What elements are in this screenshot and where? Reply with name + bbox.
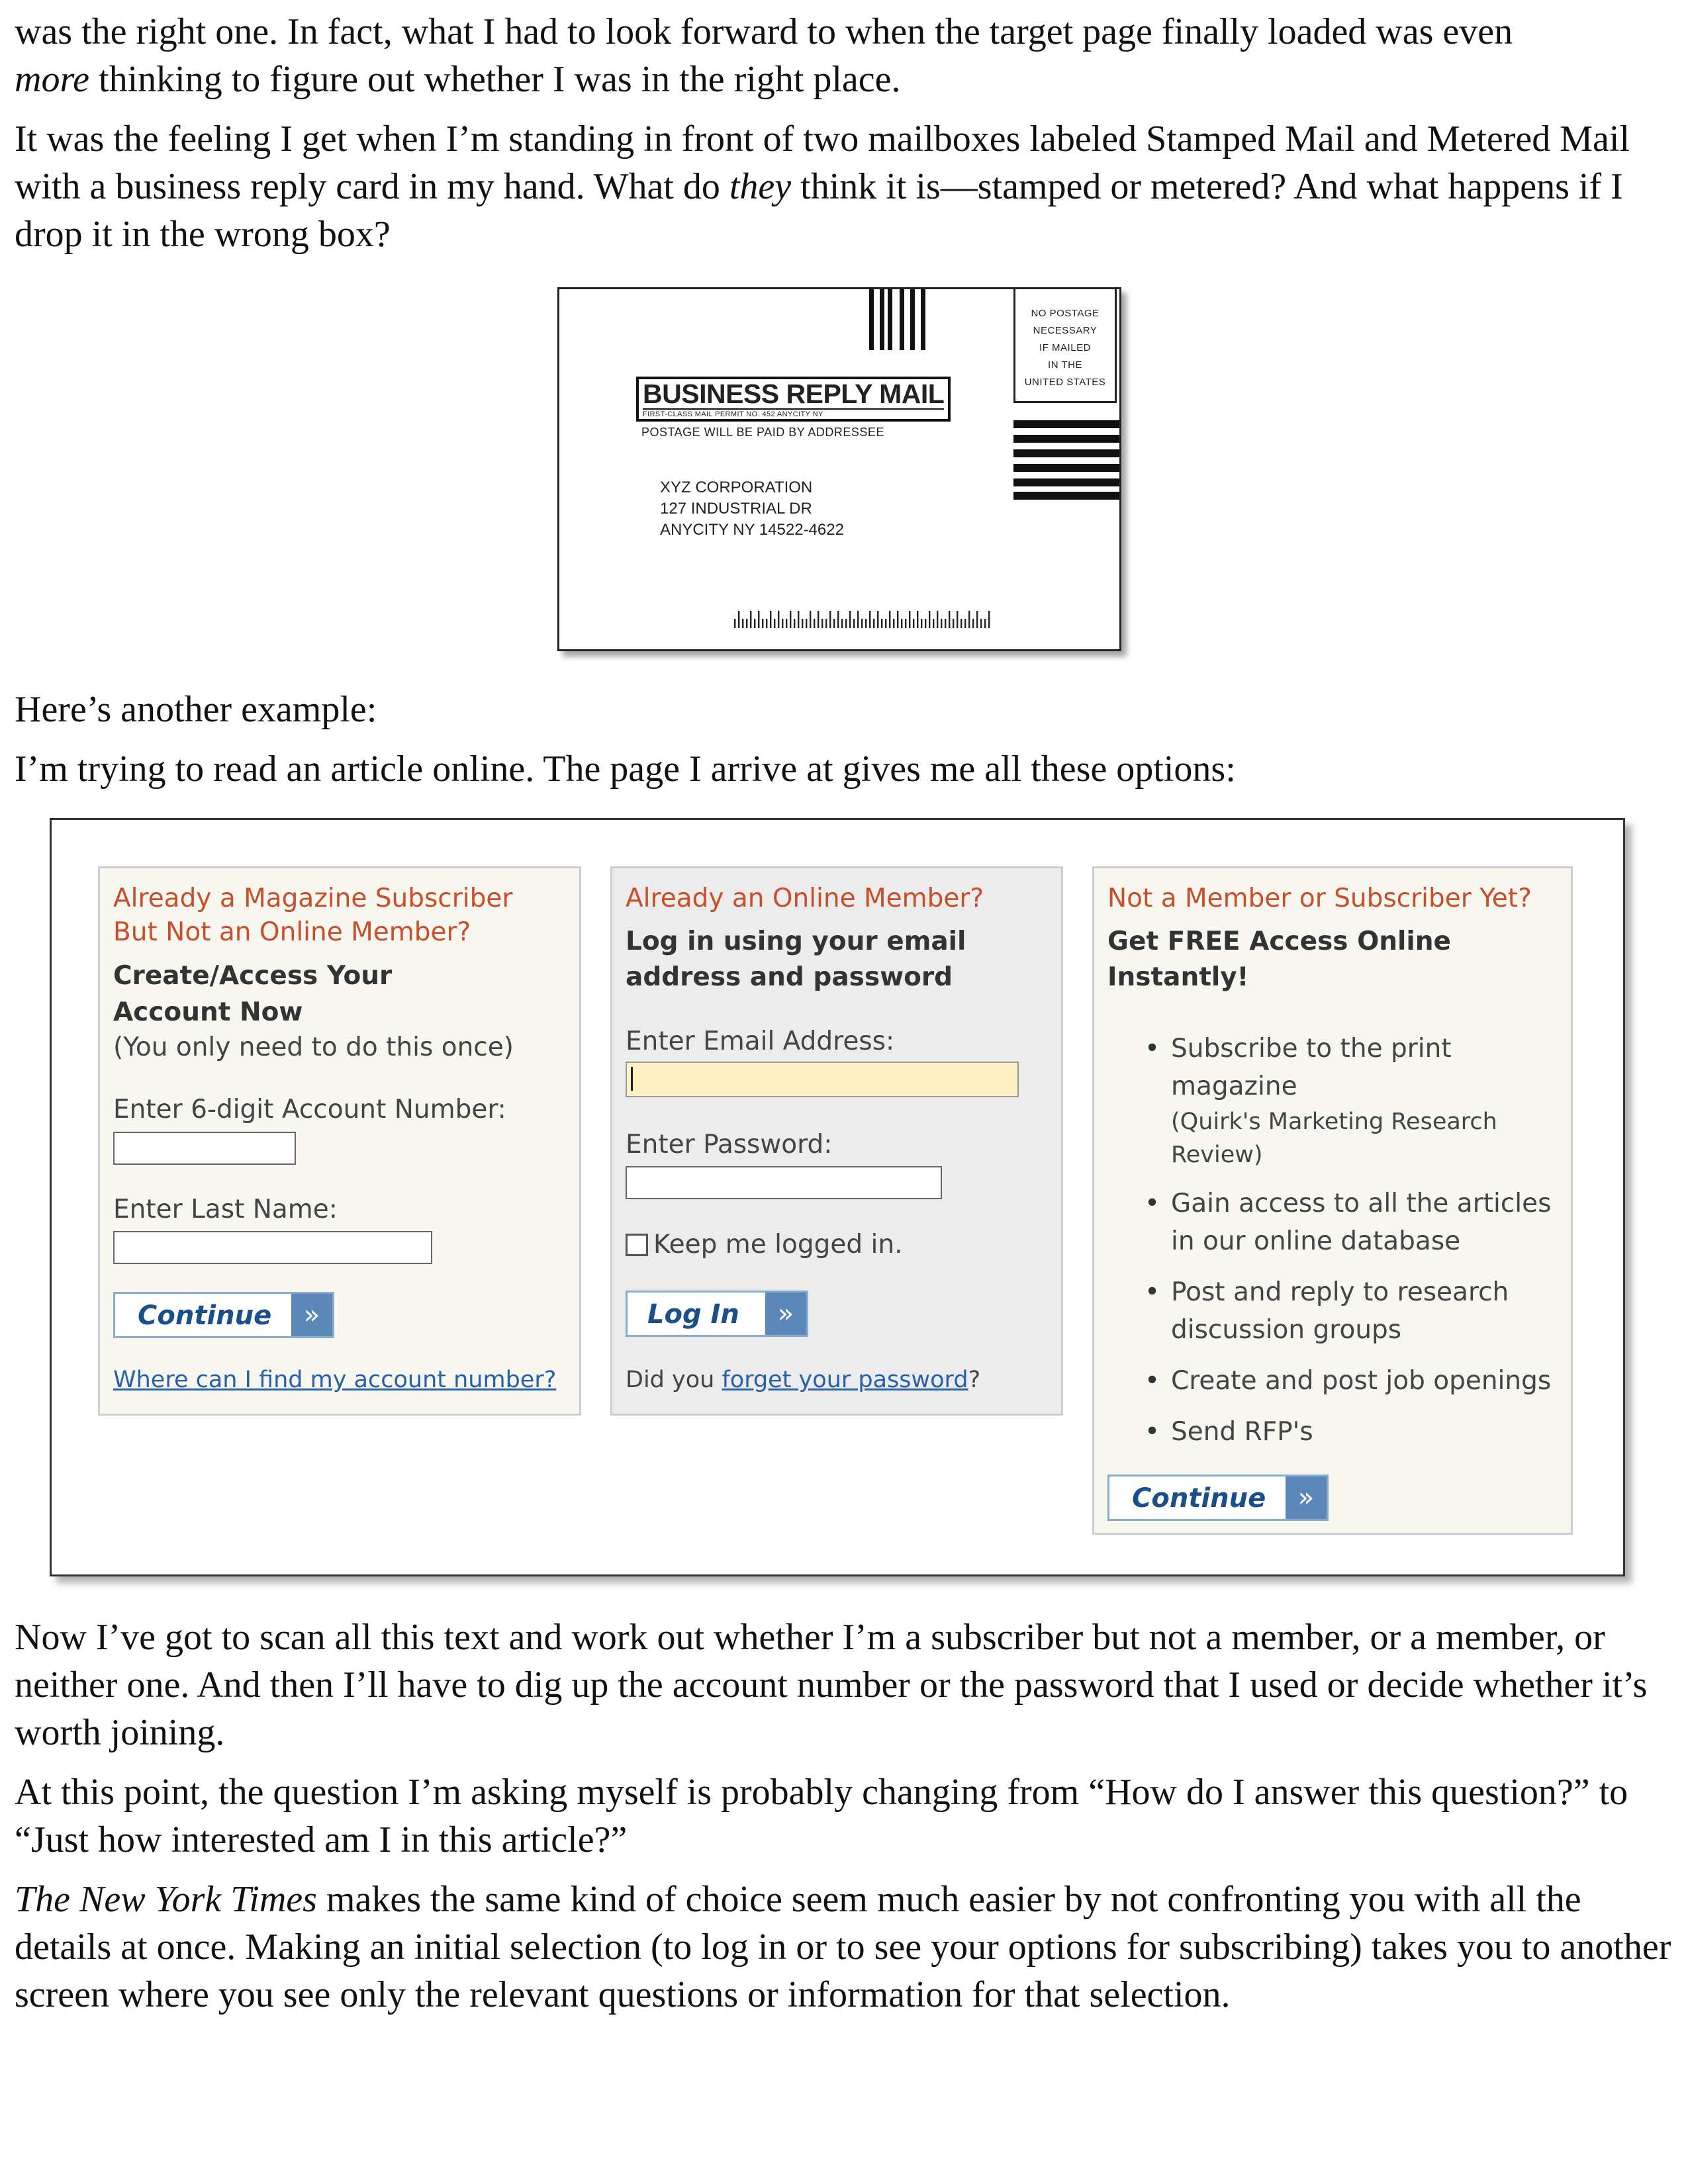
keep-logged-in-checkbox[interactable] bbox=[626, 1234, 648, 1256]
account-number-input[interactable] bbox=[113, 1132, 296, 1165]
barcode-bar bbox=[957, 611, 958, 628]
account-number-label: Enter 6-digit Account Number: bbox=[113, 1095, 506, 1124]
forgot-password-text bbox=[626, 1363, 980, 1397]
card-address bbox=[660, 477, 844, 541]
barcode-bar bbox=[853, 619, 855, 628]
paragraph-7-rest: makes the same kind of choice seem much easier by not confronting you with all the details at once. Making an initial selection (to log in or to see your options for subscribing) takes you to another screen where you see only the relevant questions or information for that selection. bbox=[15, 1879, 1671, 2015]
barcode-bar bbox=[758, 611, 759, 628]
password-input[interactable] bbox=[626, 1166, 942, 1199]
new-member-panel bbox=[1092, 866, 1573, 1535]
barcode-bar bbox=[750, 611, 751, 628]
chevron-right-icon: » bbox=[291, 1294, 332, 1336]
barcode-bar bbox=[825, 619, 827, 628]
benefit-line: discussion groups bbox=[1171, 1315, 1402, 1345]
barcode-bar bbox=[941, 619, 942, 628]
business-reply-card-image bbox=[557, 287, 1121, 651]
forgot-suffix: ? bbox=[968, 1367, 981, 1393]
benefit-subnote: (Quirk's Marketing Research bbox=[1171, 1109, 1497, 1135]
barcode-bar bbox=[945, 619, 946, 628]
barcode-bar bbox=[893, 619, 894, 628]
benefit-item bbox=[1118, 1030, 1551, 1171]
benefit-line: Send RFP's bbox=[1171, 1417, 1313, 1447]
paragraph-7 bbox=[15, 1876, 1676, 2019]
barcode-bar bbox=[961, 619, 962, 628]
barcode-bar bbox=[837, 611, 839, 628]
address-line: ANYCITY NY 14522-4622 bbox=[660, 521, 844, 539]
barcode-bar bbox=[802, 619, 803, 628]
barcode-bar bbox=[976, 611, 978, 628]
barcode-bar bbox=[964, 619, 966, 628]
barcode-bar bbox=[810, 611, 811, 628]
barcode-bar bbox=[925, 619, 926, 628]
barcode-bar bbox=[913, 619, 914, 628]
login-options-screenshot bbox=[50, 818, 1625, 1576]
barcode-bar bbox=[798, 611, 799, 628]
benefit-line: Post and reply to research bbox=[1171, 1277, 1509, 1307]
barcode-bar bbox=[905, 619, 906, 628]
barcode-bar bbox=[806, 619, 807, 628]
no-postage-line: NECESSARY bbox=[1033, 325, 1098, 336]
new-member-bold-2: Instantly! bbox=[1107, 962, 1249, 992]
no-postage-line: IF MAILED bbox=[1039, 342, 1091, 353]
barcode-bar bbox=[774, 619, 775, 628]
forgot-password-link[interactable]: forget your password bbox=[722, 1367, 968, 1393]
benefit-line: Subscribe to the print bbox=[1171, 1034, 1452, 1064]
forgot-prefix: Did you bbox=[626, 1367, 722, 1393]
paragraph-2-part-b: think it is—stamped or metered? And what happens if I drop it in the wrong box? bbox=[15, 166, 1623, 255]
benefits-list bbox=[1118, 1030, 1551, 1451]
barcode-bar bbox=[980, 619, 982, 628]
no-postage-line: UNITED STATES bbox=[1024, 377, 1106, 388]
barcode-bar bbox=[937, 611, 938, 628]
barcode-bar bbox=[738, 611, 739, 628]
business-reply-mail-label bbox=[636, 377, 951, 422]
barcode-bar bbox=[897, 611, 898, 628]
subscriber-heading-2: But Not an Online Member? bbox=[113, 917, 471, 947]
barcode-bar bbox=[841, 619, 843, 628]
paragraph-2-emphasis: they bbox=[729, 166, 792, 207]
barcode-bar bbox=[885, 619, 886, 628]
barcode-bar bbox=[901, 619, 902, 628]
barcode-bar bbox=[909, 611, 910, 628]
barcode-bar bbox=[857, 611, 859, 628]
barcode-bar bbox=[833, 619, 835, 628]
subscriber-bold-1: Create/Access Your bbox=[113, 961, 393, 991]
barcode-bar bbox=[873, 619, 874, 628]
new-member-bold-1: Get FREE Access Online bbox=[1107, 927, 1451, 956]
account-number-help-link[interactable]: Where can I find my account number? bbox=[113, 1367, 557, 1393]
member-bold-1: Log in using your email bbox=[626, 927, 966, 956]
barcode-bar bbox=[754, 619, 755, 628]
horizontal-bars bbox=[1013, 420, 1119, 500]
benefit-item bbox=[1118, 1362, 1551, 1400]
paragraph-2 bbox=[15, 115, 1676, 258]
barcode-bar bbox=[917, 611, 918, 628]
subscriber-continue-button[interactable] bbox=[113, 1292, 334, 1338]
benefit-subnote: Review) bbox=[1171, 1142, 1263, 1168]
barcode-bar bbox=[814, 619, 815, 628]
barcode-bar bbox=[953, 619, 954, 628]
barcode-bar bbox=[845, 619, 847, 628]
paragraph-1-rest: thinking to figure out whether I was in the right place. bbox=[89, 59, 901, 100]
paragraph-1-line1: was the right one. In fact, what I had to look forward to when the target page finally loaded was even bbox=[15, 11, 1513, 52]
benefit-item bbox=[1118, 1273, 1551, 1349]
last-name-label: Enter Last Name: bbox=[113, 1195, 338, 1224]
barcode-bar bbox=[762, 619, 763, 628]
paragraph-1 bbox=[15, 8, 1676, 103]
member-heading: Already an Online Member? bbox=[626, 884, 984, 913]
barcode-bar bbox=[790, 611, 791, 628]
address-line: 127 INDUSTRIAL DR bbox=[660, 500, 812, 518]
text-cursor bbox=[631, 1067, 633, 1091]
barcode-bar bbox=[865, 619, 867, 628]
subscriber-bold-2: Account Now bbox=[113, 997, 303, 1027]
barcode-bar bbox=[933, 619, 934, 628]
barcode-bar bbox=[829, 611, 831, 628]
benefit-line: Gain access to all the articles bbox=[1171, 1189, 1552, 1218]
subscriber-heading-1: Already a Magazine Subscriber bbox=[113, 884, 513, 913]
paragraph-6: At this point, the question I’m asking myself is probably changing from “How do I answer this question?” to “Just how interested am I in this article?” bbox=[15, 1772, 1628, 1860]
benefit-line: in our online database bbox=[1171, 1226, 1461, 1256]
benefit-item bbox=[1118, 1413, 1551, 1451]
no-postage-indicia bbox=[1013, 289, 1117, 403]
benefit-line: Create and post job openings bbox=[1171, 1366, 1552, 1396]
paragraph-3: Here’s another example: bbox=[15, 689, 377, 730]
barcode-bar bbox=[794, 619, 795, 628]
email-label: Enter Email Address: bbox=[626, 1026, 895, 1056]
barcode-bar bbox=[972, 619, 974, 628]
paragraph-5: Now I’ve got to scan all this text and work out whether I’m a subscriber but not a member, or a member, or neither one. And then I’ll have to dig up the account number or the password that I used or decide whether it’s worth joining. bbox=[15, 1617, 1648, 1753]
barcode-bar bbox=[849, 611, 851, 628]
no-postage-line: IN THE bbox=[1048, 359, 1082, 371]
barcode-bar bbox=[742, 619, 743, 628]
barcode-bar bbox=[770, 611, 771, 628]
barcode-bar bbox=[984, 619, 986, 628]
paragraph-4: I’m trying to read an article online. The page I arrive at gives me all these options: bbox=[15, 749, 1236, 790]
benefit-item bbox=[1118, 1185, 1551, 1260]
brm-title: BUSINESS REPLY MAIL bbox=[643, 379, 945, 409]
log-in-label: Log In bbox=[647, 1299, 739, 1330]
barcode-bar bbox=[782, 619, 783, 628]
facing-identification-bars bbox=[869, 289, 926, 350]
barcode-bar bbox=[877, 611, 878, 628]
barcode-bar bbox=[949, 611, 950, 628]
log-in-button[interactable] bbox=[626, 1291, 808, 1337]
postage-line: POSTAGE WILL BE PAID BY ADDRESSEE bbox=[641, 426, 884, 439]
paragraph-1-emphasis: more bbox=[15, 59, 90, 100]
barcode-bar bbox=[869, 611, 870, 628]
barcode-bar bbox=[734, 619, 735, 628]
barcode-bar bbox=[778, 611, 779, 628]
barcode-bar bbox=[821, 619, 823, 628]
barcode-bar bbox=[746, 619, 747, 628]
barcode-bar bbox=[968, 611, 970, 628]
barcode-bar bbox=[889, 611, 890, 628]
no-postage-line: NO POSTAGE bbox=[1031, 308, 1100, 319]
address-line: XYZ CORPORATION bbox=[660, 478, 813, 496]
barcode-bar bbox=[818, 611, 819, 628]
barcode-bar bbox=[929, 611, 930, 628]
subscriber-panel bbox=[98, 866, 581, 1416]
chevron-right-icon: » bbox=[1286, 1477, 1327, 1519]
barcode-bar bbox=[881, 619, 882, 628]
new-member-continue-label: Continue bbox=[1132, 1483, 1266, 1514]
postal-barcode bbox=[734, 611, 992, 628]
barcode-bar bbox=[861, 619, 863, 628]
barcode-bar bbox=[766, 619, 767, 628]
barcode-bar bbox=[988, 611, 990, 628]
barcode-bar bbox=[786, 619, 787, 628]
paragraph-7-emphasis: The New York Times bbox=[15, 1879, 317, 1920]
brm-permit: FIRST-CLASS MAIL PERMIT NO. 452 ANYCITY NY bbox=[643, 408, 944, 419]
email-input[interactable] bbox=[626, 1062, 1019, 1097]
last-name-input[interactable] bbox=[113, 1231, 432, 1264]
paragraph-2-part-a: It was the feeling I get when I’m standing in front of two mailboxes labeled Stamped Mail and Metered Mail with a business reply card in my hand. What do bbox=[15, 118, 1630, 207]
subscriber-note: (You only need to do this once) bbox=[113, 1032, 514, 1062]
barcode-bar bbox=[921, 619, 922, 628]
benefit-line: magazine bbox=[1171, 1071, 1297, 1101]
new-member-continue-button[interactable] bbox=[1107, 1475, 1329, 1521]
subscriber-continue-label: Continue bbox=[138, 1300, 272, 1331]
member-login-panel bbox=[610, 866, 1063, 1416]
member-bold-2: address and password bbox=[626, 962, 953, 992]
keep-logged-in-label: Keep me logged in. bbox=[653, 1230, 903, 1259]
password-label: Enter Password: bbox=[626, 1130, 833, 1160]
chevron-right-icon: » bbox=[765, 1293, 806, 1335]
new-member-heading: Not a Member or Subscriber Yet? bbox=[1107, 884, 1532, 913]
